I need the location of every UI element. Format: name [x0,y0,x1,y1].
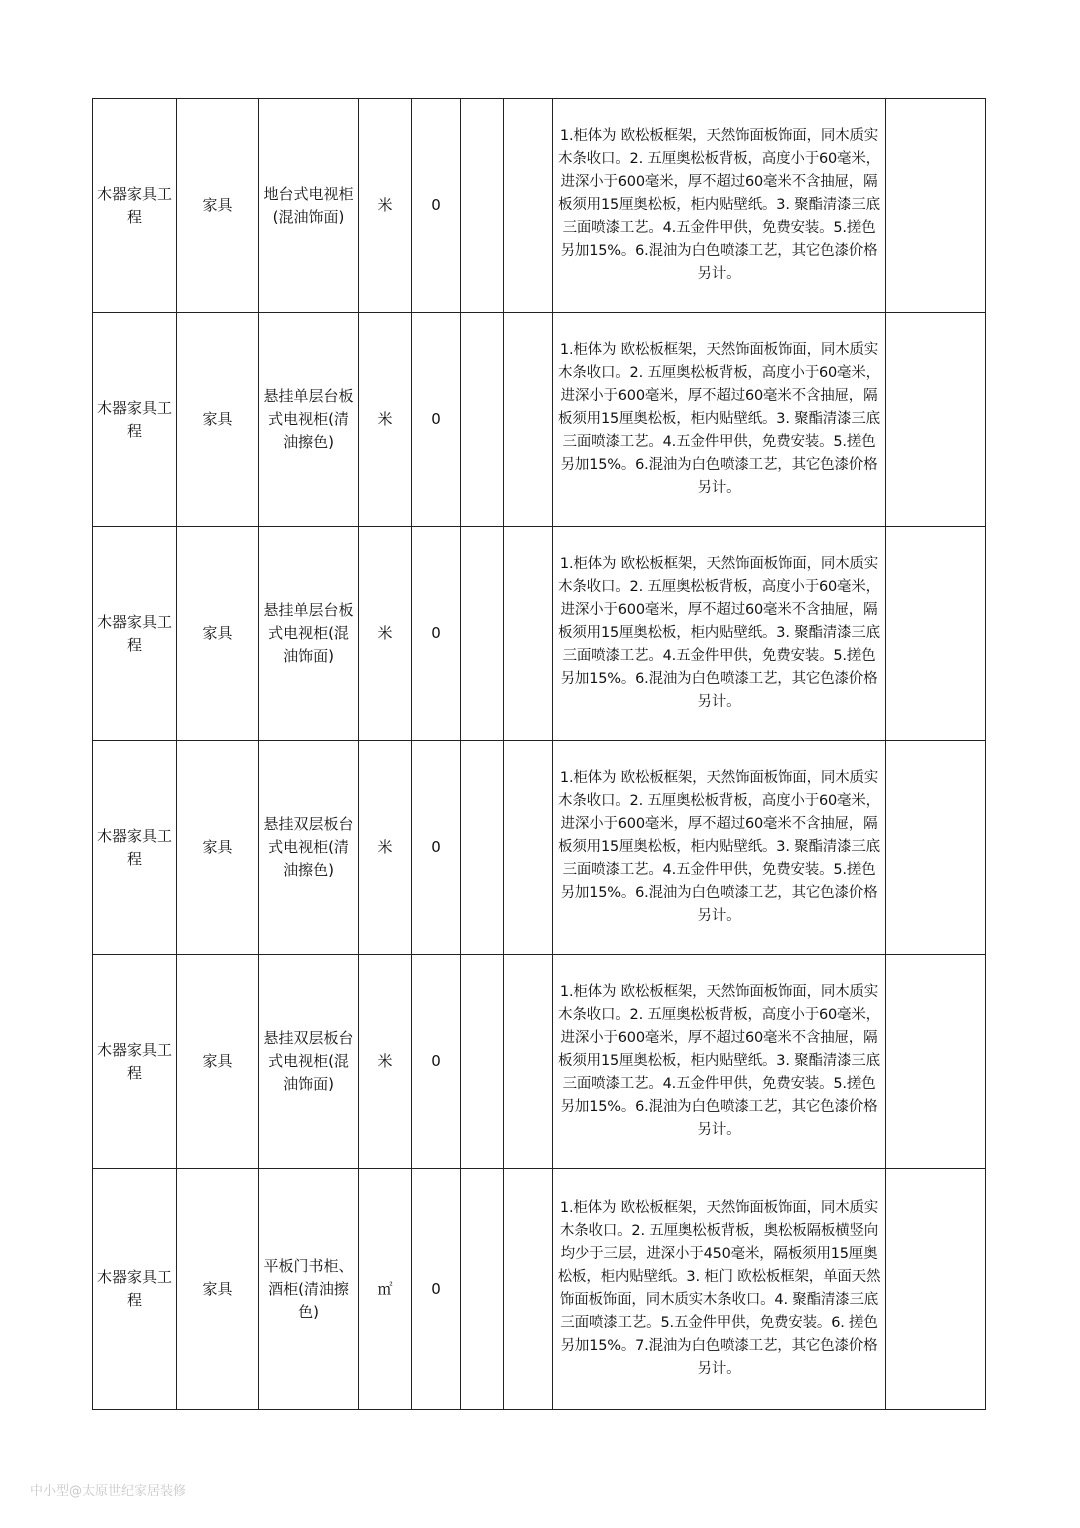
qty-cell: 0 [412,313,461,527]
spec-cell: 1.柜体为 欧松板框架，天然饰面板饰面，同木质实木条收口。2. 五厘奥松板背板，高度小于60毫米，进深小于600毫米，厚不超过60毫米不含抽屉，隔板须用15厘奥松板，柜内贴壁纸。3. 聚酯清漆三底三面喷漆工艺。4.五金件甲供，免费安装。5.搓色另加15%。6.混油为白色喷漆工艺，其它色漆价格另计。 [553,955,886,1169]
type-cell: 家具 [177,955,259,1169]
price-cell [461,313,504,527]
table-row [93,955,986,1169]
qty-cell: 0 [412,741,461,955]
category-cell: 木器家具工程 [93,1169,177,1410]
total-cell [504,1169,553,1410]
remark-cell [886,741,986,955]
type-cell: 家具 [177,99,259,313]
category-cell: 木器家具工程 [93,741,177,955]
total-cell [504,527,553,741]
table-row [93,527,986,741]
table-row [93,99,986,313]
category-cell: 木器家具工程 [93,955,177,1169]
price-cell [461,527,504,741]
total-cell [504,955,553,1169]
price-cell [461,99,504,313]
spec-cell: 1.柜体为 欧松板框架，天然饰面板饰面，同木质实木条收口。2. 五厘奥松板背板，高度小于60毫米，进深小于600毫米，厚不超过60毫米不含抽屉，隔板须用15厘奥松板，柜内贴壁纸。3. 聚酯清漆三底三面喷漆工艺。4.五金件甲供，免费安装。5.搓色另加15%。6.混油为白色喷漆工艺，其它色漆价格另计。 [553,99,886,313]
remark-cell [886,527,986,741]
item-cell: 悬挂双层板台式电视柜(清油擦色) [259,741,359,955]
unit-cell: 米 [359,313,412,527]
table-row [93,313,986,527]
unit-cell: ㎡ [359,1169,412,1410]
remark-cell [886,99,986,313]
price-cell [461,741,504,955]
watermark: 中小型@太原世纪家居装修 [30,1484,187,1499]
remark-cell [886,955,986,1169]
unit-cell: 米 [359,741,412,955]
qty-cell: 0 [412,527,461,741]
spec-cell: 1.柜体为 欧松板框架，天然饰面板饰面，同木质实木条收口。2. 五厘奥松板背板，高度小于60毫米，进深小于600毫米，厚不超过60毫米不含抽屉，隔板须用15厘奥松板，柜内贴壁纸。3. 聚酯清漆三底三面喷漆工艺。4.五金件甲供，免费安装。5.搓色另加15%。6.混油为白色喷漆工艺，其它色漆价格另计。 [553,313,886,527]
item-cell: 平板门书柜、酒柜(清油擦色) [259,1169,359,1410]
qty-cell: 0 [412,99,461,313]
item-cell: 悬挂单层台板式电视柜(清油擦色) [259,313,359,527]
type-cell: 家具 [177,1169,259,1410]
type-cell: 家具 [177,527,259,741]
price-cell [461,955,504,1169]
type-cell: 家具 [177,741,259,955]
table-row [93,1169,986,1410]
spec-cell: 1.柜体为 欧松板框架，天然饰面板饰面，同木质实木条收口。2. 五厘奥松板背板，奥松板隔板横竖向均少于三层，进深小于450毫米，隔板须用15厘奥松板，柜内贴壁纸。3. 柜门 欧松板框架，单面天然饰面板饰面，同木质实木条收口。4. 聚酯清漆三底三面喷漆工艺。5.五金件甲供，免费安装。6. 搓色另加15%。7.混油为白色喷漆工艺，其它色漆价格另计。 [553,1169,886,1410]
qty-cell: 0 [412,955,461,1169]
total-cell [504,99,553,313]
unit-cell: 米 [359,527,412,741]
type-cell: 家具 [177,313,259,527]
category-cell: 木器家具工程 [93,99,177,313]
spec-cell: 1.柜体为 欧松板框架，天然饰面板饰面，同木质实木条收口。2. 五厘奥松板背板，高度小于60毫米，进深小于600毫米，厚不超过60毫米不含抽屉，隔板须用15厘奥松板，柜内贴壁纸。3. 聚酯清漆三底三面喷漆工艺。4.五金件甲供，免费安装。5.搓色另加15%。6.混油为白色喷漆工艺，其它色漆价格另计。 [553,741,886,955]
item-cell: 地台式电视柜(混油饰面) [259,99,359,313]
spec-cell: 1.柜体为 欧松板框架，天然饰面板饰面，同木质实木条收口。2. 五厘奥松板背板，高度小于60毫米，进深小于600毫米，厚不超过60毫米不含抽屉，隔板须用15厘奥松板，柜内贴壁纸。3. 聚酯清漆三底三面喷漆工艺。4.五金件甲供，免费安装。5.搓色另加15%。6.混油为白色喷漆工艺，其它色漆价格另计。 [553,527,886,741]
qty-cell: 0 [412,1169,461,1410]
remark-cell [886,313,986,527]
unit-cell: 米 [359,955,412,1169]
item-cell: 悬挂双层板台式电视柜(混油饰面) [259,955,359,1169]
table-row [93,741,986,955]
item-cell: 悬挂单层台板式电视柜(混油饰面) [259,527,359,741]
category-cell: 木器家具工程 [93,313,177,527]
remark-cell [886,1169,986,1410]
total-cell [504,313,553,527]
price-cell [461,1169,504,1410]
unit-cell: 米 [359,99,412,313]
total-cell [504,741,553,955]
quote-table [92,98,986,1410]
category-cell: 木器家具工程 [93,527,177,741]
